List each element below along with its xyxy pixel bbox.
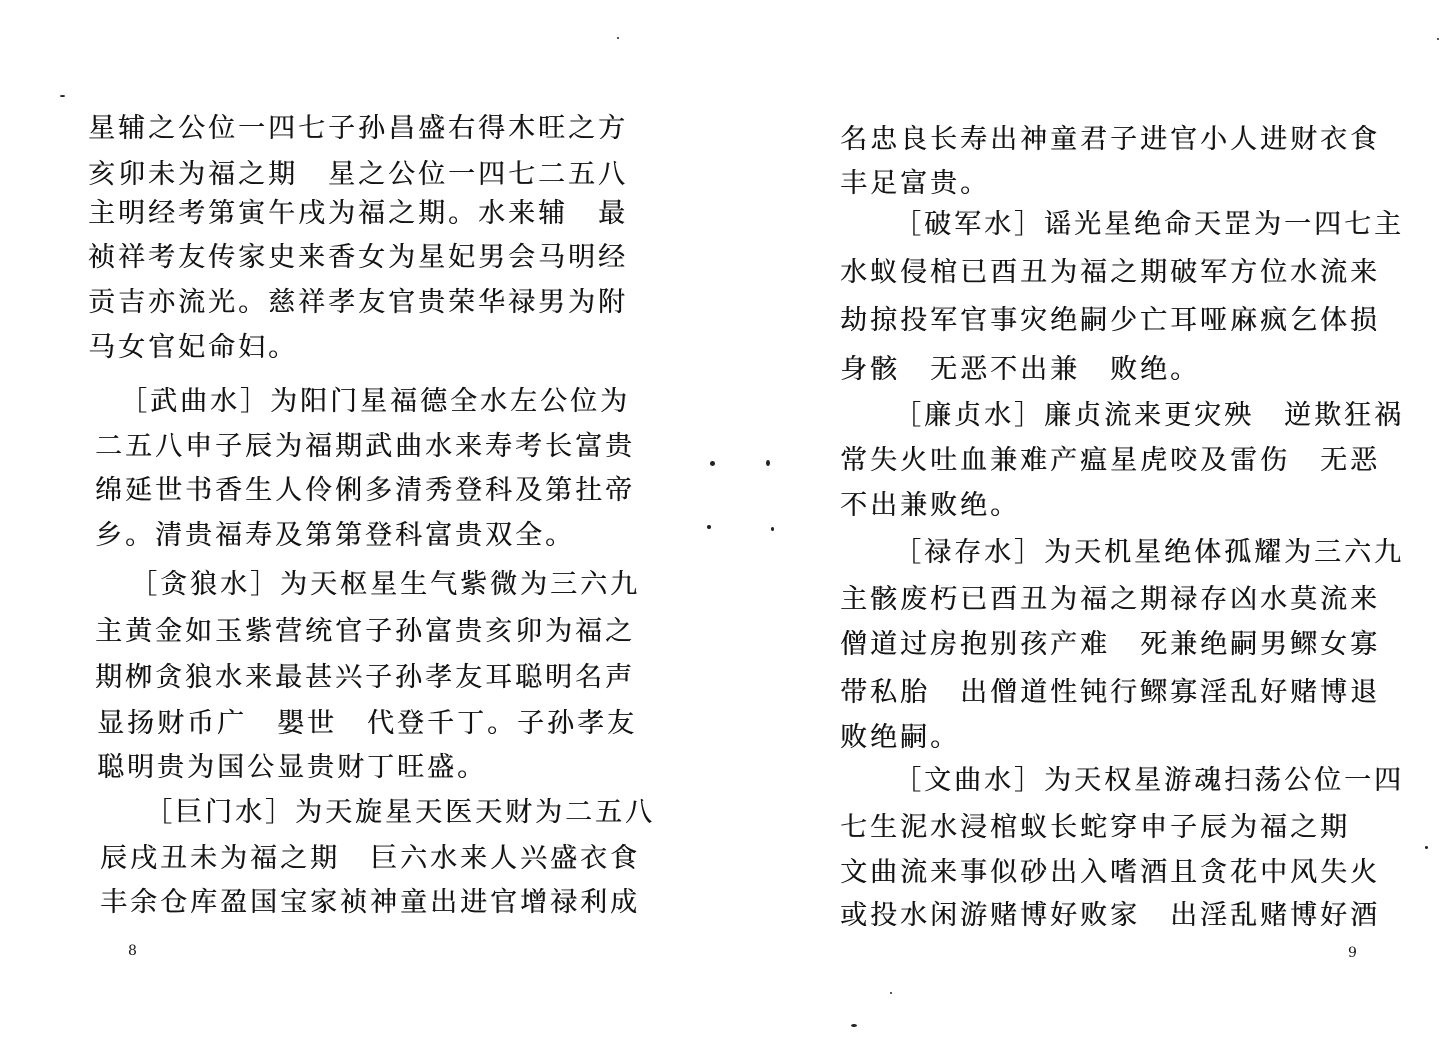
- text-line: 败绝嗣。: [840, 722, 960, 753]
- section-heading-line: ［贪狼水］为天枢星生气紫微为三六九: [130, 569, 640, 600]
- scan-speck: [707, 525, 711, 529]
- text-line: 主明经考第寅午戌为福之期。水来辅 最: [88, 198, 628, 229]
- scan-speck: [60, 95, 65, 97]
- text-line: 或投水闲游赌博好败家 出淫乱赌博好酒: [840, 900, 1380, 931]
- text-line: 贡吉亦流光。慈祥孝友官贵荣华禄男为附: [88, 287, 628, 318]
- text-line: 带私胎 出僧道性钝行鳏寡淫乱好赌博退: [840, 677, 1380, 708]
- text-line: 丰余仓库盈国宝家祯神童出进官增禄利成: [100, 887, 640, 918]
- scan-speck: [617, 37, 619, 39]
- text-line: 亥卯未为福之期 星之公位一四七二五八: [88, 159, 628, 190]
- scan-speck: [766, 460, 770, 466]
- text-line: 僧道过房抱别孩产难 死兼绝嗣男鳏女寡: [840, 629, 1380, 660]
- scan-speck: [890, 992, 892, 994]
- section-heading-line: ［武曲水］为阳门星福德全水左公位为: [120, 386, 630, 417]
- text-line: 劫掠投军官事灾绝嗣少亡耳哑麻疯乞体损: [840, 305, 1380, 336]
- text-line: 辰戌丑未为福之期 巨六水来人兴盛衣食: [100, 843, 640, 874]
- section-heading-line: ［破军水］谣光星绝命天罡为一四七主: [894, 209, 1404, 240]
- right-page: [724, 0, 1448, 1050]
- scan-speck: [851, 1024, 857, 1027]
- text-line: 文曲流来事似砂出入嗜酒且贪花中风失火: [840, 857, 1380, 888]
- text-line: 聪明贵为国公显贵财丁旺盛。: [97, 752, 487, 783]
- text-line: 身骸 无恶不出兼 败绝。: [840, 354, 1200, 385]
- text-line: 常失火吐血兼难产瘟星虎咬及雷伤 无恶: [840, 445, 1380, 476]
- page-number: 8: [128, 943, 137, 959]
- text-line: 名忠良长寿出神童君子进官小人进财衣食: [840, 124, 1380, 155]
- section-heading-line: ［廉贞水］廉贞流来更灾殃 逆欺狂祸: [894, 400, 1404, 431]
- page-number: 9: [1348, 945, 1357, 961]
- text-line: 不出兼败绝。: [840, 490, 1020, 521]
- text-line: 马女官妃命妇。: [88, 332, 298, 363]
- scan-speck: [771, 527, 774, 531]
- text-line: 主黄金如玉紫营统官子孙富贵亥卯为福之: [95, 616, 635, 647]
- text-line: 星辅之公位一四七子孙昌盛右得木旺之方: [88, 113, 628, 144]
- text-line: 祯祥考友传家史来香女为星妃男会马明经: [88, 242, 628, 273]
- text-line: 主骸废朽已酉丑为福之期禄存凶水莫流来: [840, 584, 1380, 615]
- section-heading-line: ［文曲水］为天权星游魂扫荡公位一四: [894, 765, 1404, 796]
- text-line: 乡。清贵福寿及第第登科富贵双全。: [95, 520, 575, 551]
- text-line: 水蚁侵棺已酉丑为福之期破军方位水流来: [840, 257, 1380, 288]
- text-line: 绵延世书香生人伶俐多清秀登科及第扗帝: [95, 475, 635, 506]
- text-line: 显扬财币广 嬰世 代登千丁。子孙孝友: [97, 708, 637, 739]
- text-line: 七生泥水浸棺蚁长蛇穿申子辰为福之期: [840, 812, 1350, 843]
- section-heading-line: ［巨门水］为天旋星天医天财为二五八: [145, 797, 655, 828]
- scan-speck: [1425, 846, 1428, 849]
- text-line: 期栁贪狼水来最甚兴子孙孝友耳聪明名声: [95, 662, 635, 693]
- text-line: 丰足富贵。: [840, 168, 990, 199]
- section-heading-line: ［禄存水］为天机星绝体孤耀为三六九: [894, 537, 1404, 568]
- text-line: 二五八申子辰为福期武曲水来寿考长富贵: [95, 431, 635, 462]
- scan-speck: [1437, 38, 1439, 40]
- scan-speck: [710, 461, 715, 466]
